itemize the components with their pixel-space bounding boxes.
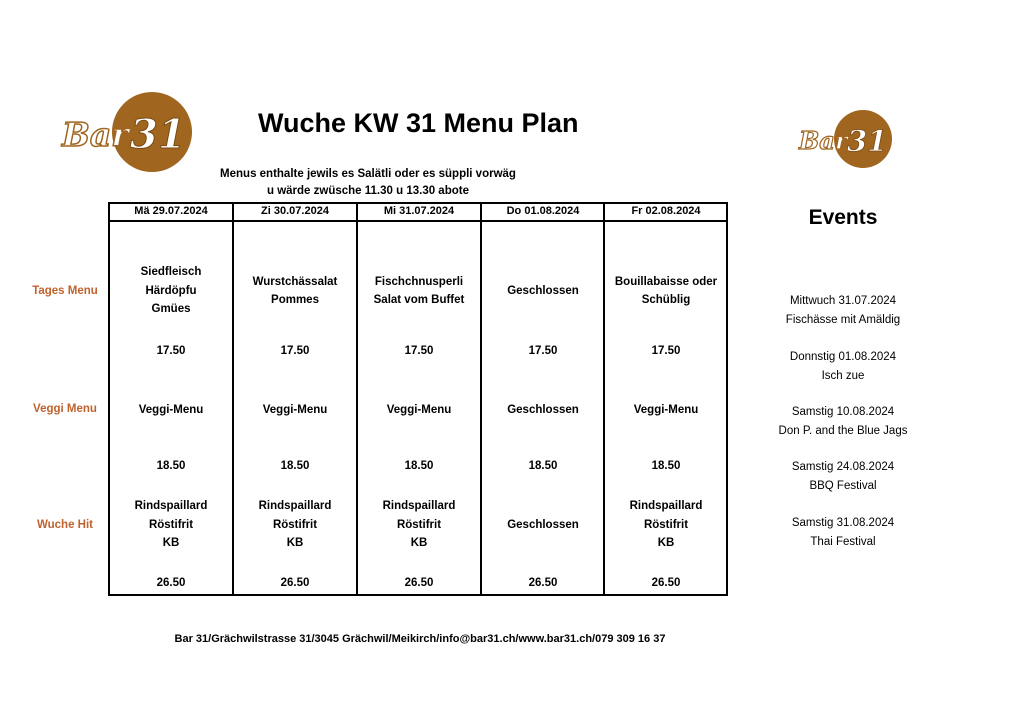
event-date: Samstig 31.08.2024 bbox=[791, 517, 895, 529]
wuche-hit-cell-line: KB bbox=[657, 537, 675, 550]
price-veggi: 18.50 bbox=[528, 460, 558, 472]
day-header: Zi 30.07.2024 bbox=[261, 205, 329, 217]
wuche-hit-cell bbox=[358, 478, 480, 572]
price-tages: 17.50 bbox=[404, 345, 434, 357]
page-title: Wuche KW 31 Menu Plan bbox=[258, 108, 579, 138]
wuche-hit-cell bbox=[482, 478, 604, 572]
logo-right-text: Bar bbox=[799, 126, 848, 155]
wuche-hit-cell-line: Rindspaillard bbox=[382, 500, 456, 513]
wuche-hit-cell bbox=[234, 478, 356, 572]
tages-menu-cell bbox=[358, 248, 480, 334]
price-tages: 17.50 bbox=[528, 345, 558, 357]
row-label-wuche-hit: Wuche Hit bbox=[36, 519, 93, 531]
day-header: Mä 29.07.2024 bbox=[134, 205, 208, 217]
tages-menu-cell bbox=[482, 248, 604, 334]
subtitle bbox=[220, 166, 516, 200]
tages-menu-cell bbox=[110, 248, 232, 334]
veggi-menu-cell-line: Veggi-Menu bbox=[386, 403, 452, 416]
tages-menu-cell-line: Gmües bbox=[151, 303, 191, 316]
event-date: Samstig 10.08.2024 bbox=[791, 406, 895, 418]
logo-right-number: 31 bbox=[847, 124, 888, 158]
wuche-hit-cell-line: Rindspaillard bbox=[629, 500, 703, 513]
price-veggi: 18.50 bbox=[404, 460, 434, 472]
subtitle-line-1: Menus enthalte jewils es Salätli oder es süppli vorwäg bbox=[220, 168, 516, 180]
tages-menu-cell-line: Siedfleisch bbox=[140, 266, 202, 279]
subtitle-line-2: u wärde zwüsche 11.30 u 13.30 abote bbox=[267, 185, 469, 197]
wuche-hit-cell-line: Röstifrit bbox=[148, 518, 194, 531]
event-date: Mittwuch 31.07.2024 bbox=[789, 295, 897, 307]
veggi-menu-cell bbox=[110, 392, 232, 428]
price-veggi: 18.50 bbox=[651, 460, 681, 472]
event-item bbox=[760, 458, 926, 496]
event-name: BBQ Festival bbox=[809, 480, 877, 492]
event-name: Don P. and the Blue Jags bbox=[778, 425, 908, 437]
veggi-menu-cell-line: Veggi-Menu bbox=[138, 403, 204, 416]
logo-left-number: 31 bbox=[130, 111, 186, 158]
event-date: Donnstig 01.08.2024 bbox=[789, 351, 897, 363]
event-name: Fischässe mit Amäldig bbox=[785, 314, 901, 326]
logo-right bbox=[796, 108, 894, 170]
veggi-menu-cell bbox=[234, 392, 356, 428]
tages-menu-cell bbox=[605, 248, 727, 334]
tages-menu-cell-line: Salat vom Buffet bbox=[373, 294, 465, 306]
tages-menu-cell-line: Härdöpfu bbox=[145, 284, 197, 297]
price-tages: 17.50 bbox=[280, 345, 310, 357]
event-item bbox=[760, 514, 926, 552]
price-hit: 26.50 bbox=[404, 577, 434, 589]
price-tages: 17.50 bbox=[156, 345, 186, 357]
price-hit: 26.50 bbox=[280, 577, 310, 589]
event-name: Isch zue bbox=[821, 370, 865, 382]
event-item bbox=[760, 403, 926, 441]
tages-menu-cell-line: Schüblig bbox=[641, 294, 691, 306]
tages-menu-cell-line: Bouillabaisse oder bbox=[614, 275, 718, 288]
veggi-menu-cell-line: Veggi-Menu bbox=[633, 403, 699, 416]
tages-menu-cell-line: Pommes bbox=[271, 294, 319, 306]
veggi-menu-cell-line: Geschlossen bbox=[507, 403, 579, 416]
event-item bbox=[760, 348, 926, 386]
footer-contact: Bar 31/Grächwilstrasse 31/3045 Grächwil/Meikirch/info@bar31.ch/www.bar31.ch/079 309 16 37 bbox=[174, 633, 666, 645]
wuche-hit-cell-line: Röstifrit bbox=[396, 518, 442, 531]
event-date: Samstig 24.08.2024 bbox=[791, 461, 895, 473]
tages-menu-cell bbox=[234, 248, 356, 334]
tages-menu-cell-line: Geschlossen bbox=[507, 284, 579, 297]
event-item bbox=[760, 292, 926, 330]
events-title: Events bbox=[808, 206, 878, 229]
price-hit: 26.50 bbox=[156, 577, 186, 589]
row-label-veggi-menu: Veggi Menu bbox=[33, 403, 97, 415]
row-label-tages-menu: Tages Menu bbox=[32, 285, 98, 297]
veggi-menu-cell bbox=[605, 392, 727, 428]
veggi-menu-cell-line: Veggi-Menu bbox=[262, 403, 328, 416]
day-header: Do 01.08.2024 bbox=[506, 205, 580, 217]
wuche-hit-cell-line: KB bbox=[162, 537, 180, 550]
wuche-hit-cell-line: Rindspaillard bbox=[134, 500, 208, 513]
logo-left-text: Bar bbox=[62, 115, 129, 154]
wuche-hit-cell-line: Röstifrit bbox=[272, 518, 318, 531]
price-hit: 26.50 bbox=[528, 577, 558, 589]
veggi-menu-cell bbox=[482, 392, 604, 428]
day-header: Fr 02.08.2024 bbox=[631, 205, 701, 217]
event-name: Thai Festival bbox=[810, 536, 876, 548]
wuche-hit-cell-line: KB bbox=[286, 537, 304, 550]
wuche-hit-cell-line: Röstifrit bbox=[643, 518, 689, 531]
price-veggi: 18.50 bbox=[156, 460, 186, 472]
price-hit: 26.50 bbox=[651, 577, 681, 589]
veggi-menu-cell bbox=[358, 392, 480, 428]
tages-menu-cell-line: Wurstchässalat bbox=[252, 275, 338, 288]
wuche-hit-cell bbox=[110, 478, 232, 572]
wuche-hit-cell-line: Geschlossen bbox=[507, 518, 579, 531]
price-veggi: 18.50 bbox=[280, 460, 310, 472]
wuche-hit-cell bbox=[605, 478, 727, 572]
logo-left bbox=[58, 90, 194, 174]
day-header: Mi 31.07.2024 bbox=[383, 205, 455, 217]
wuche-hit-cell-line: KB bbox=[410, 537, 428, 550]
wuche-hit-cell-line: Rindspaillard bbox=[258, 500, 332, 513]
price-tages: 17.50 bbox=[651, 345, 681, 357]
tages-menu-cell-line: Fischchnusperli bbox=[374, 275, 464, 288]
